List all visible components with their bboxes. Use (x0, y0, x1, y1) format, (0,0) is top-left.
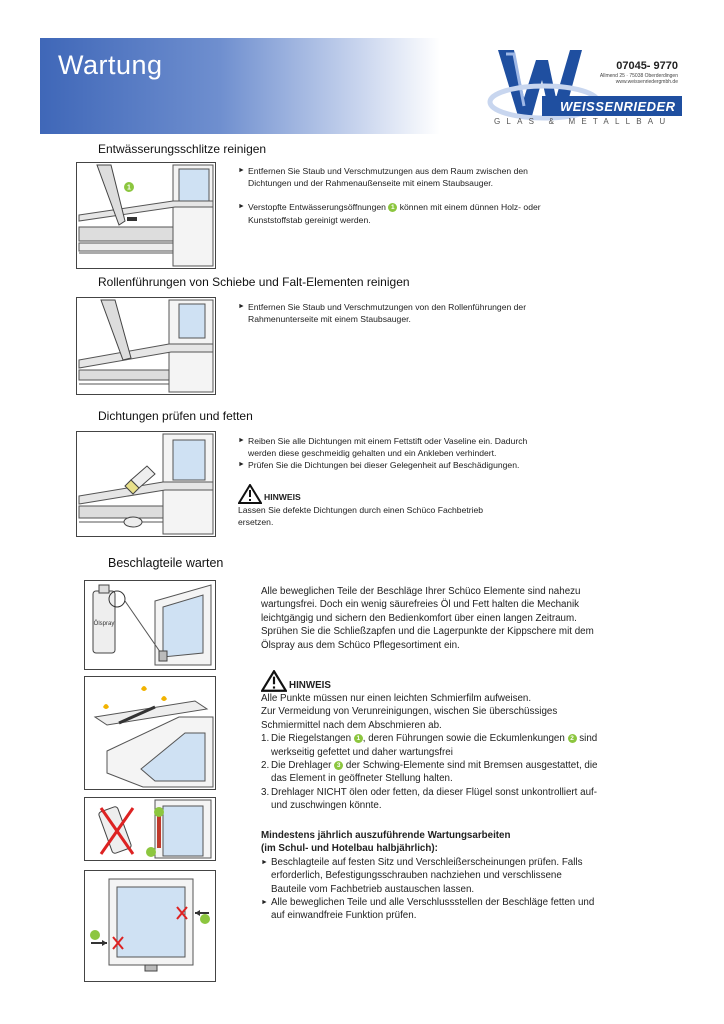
drainage-illustration (76, 162, 216, 269)
hinweis-line-1: Alle Punkte müssen nur einen leichten Schmierfilm aufweisen. (261, 693, 532, 704)
callout-1-label: 1 (127, 184, 131, 192)
item-number: 2. (261, 760, 270, 772)
company-address (555, 73, 678, 85)
section-heading-drainage: Entwässerungsschlitze reinigen (98, 142, 267, 156)
text-run: Die Riegelstangen (271, 733, 354, 745)
bullet-text: Entfernen Sie Staub und Verschmutzungen aus dem Raum zwischen den Dichtungen und der Rahmenaußenseite mit einem Staubsauger. (248, 166, 528, 189)
green-marker-3: 3 (334, 761, 343, 770)
warning-triangle-icon (238, 484, 262, 504)
yearly-title: Mindestens jährlich auszuführende Wartungsarbeiten (261, 830, 511, 841)
roller-text (238, 301, 548, 325)
text-run: Die Drehlager (271, 760, 335, 772)
bullet-item (238, 165, 558, 189)
numbered-item-1 (261, 732, 599, 759)
fittings-hinweis (261, 670, 599, 813)
no-oil-illustration (84, 797, 216, 861)
drainage-text (238, 165, 558, 226)
hinweis-text: Lassen Sie defekte Dichtungen durch einen Schüco Fachbetrieb ersetzen. (238, 504, 484, 527)
bullet-arrow-icon: ► (238, 437, 245, 444)
bullet-item (238, 435, 543, 459)
tilt-hinge-illustration (84, 676, 216, 790)
bullet-text: Alle beweglichen Teile und alle Verschlussstellen der Beschläge fetten und auf einwandfreie Funktion prüfen. (271, 897, 595, 922)
bullet-text: Entfernen Sie Staub und Verschmutzungen von den Rollenführungen der Rahmenunterseite mit einem Staubsauger. (248, 302, 527, 325)
bullet-arrow-icon: ► (238, 461, 245, 469)
numbered-item-2 (261, 759, 599, 786)
text-run: können mit einem dünnen Holz- oder Kunststoffstab gereinigt werden. (248, 202, 541, 225)
text-run: , deren Führungen sowie die Eckumlenkungen (362, 733, 568, 745)
green-marker-1: 1 (354, 734, 363, 743)
bullet-arrow-icon: ► (238, 203, 245, 211)
text-run: sind werkseitig gefettet und daher wartungsfrei (271, 733, 598, 758)
bullet-item (238, 459, 543, 471)
bullet-text: Beschlagteile auf festen Sitz und Verschleißerscheinungen prüfen. Falls erforderlich, Befestigungsschrauben nachziehen und verschlissene Bauteile vom Fachbetrieb austauschen lassen. (271, 856, 583, 895)
section-heading-seals: Dichtungen prüfen und fetten (98, 409, 253, 423)
green-marker-1: 1 (388, 203, 397, 212)
fittings-intro: Alle beweglichen Teile der Beschläge Ihrer Schüco Elemente sind nahezu wartungsfrei. Doch ein wenig säurefreies Öl und Fett halten die Mechanik leichtgängig und sichern den Bedienkomfort über einen langen Zeitraum. Sprühen Sie die Schließzapfen und die Lagerpunkte der Kippschere mit dem Ölspray aus dem Schüco Pflegesortiment ein. (261, 586, 594, 651)
hinweis-block (238, 484, 543, 504)
text-run: Verstopfte Entwässerungsöffnungen (248, 202, 389, 213)
phone-number: 07045- 9770 (616, 60, 678, 72)
yearly-subtitle: (im Schul- und Hotelbau halbjährlich): (261, 843, 438, 855)
bullet-item (261, 896, 599, 923)
hinweis-block (261, 670, 599, 692)
item-text (271, 759, 599, 786)
roller-guide-illustration (76, 297, 216, 395)
warning-triangle-icon (261, 670, 287, 692)
section-heading-fittings: Beschlagteile warten (108, 556, 224, 570)
item-text: Drehlager NICHT ölen oder fetten, da dieser Flügel sonst unkontrolliert auf- und zuschwingen könnte. (271, 786, 598, 812)
hinweis-label: HINWEIS (289, 679, 331, 691)
bullet-item (238, 201, 558, 225)
bullet-text (248, 201, 558, 225)
website-line: www.weissenriedergmbh.de (615, 79, 678, 85)
bullet-text: Prüfen Sie die Dichtungen bei dieser Gelegenheit auf Beschädigungen. (248, 460, 520, 471)
brand-subtitle: GLAS & METALLBAU (494, 117, 672, 126)
hinweis-label: HINWEIS (264, 492, 301, 503)
seals-text (238, 435, 543, 528)
bullet-arrow-icon: ► (261, 858, 268, 866)
item-number: 1. (261, 733, 270, 745)
page-title: Wartung (58, 50, 163, 80)
yearly-maintenance (261, 829, 599, 923)
hinweis-line-2: Zur Vermeidung von Verunreinigungen, wischen Sie überschüssiges Schmiermittel nach dem Abschmieren ab. (261, 706, 558, 731)
oil-spray-illustration (84, 580, 216, 670)
address-line: Allmend 25 · 75038 Oberderdingen (599, 73, 678, 79)
bullet-arrow-icon: ► (238, 167, 245, 174)
section-heading-rollers: Rollenführungen von Schiebe und Falt-Elementen reinigen (98, 275, 410, 289)
spray-can-label: Ölspray (93, 621, 115, 627)
bullet-arrow-icon: ► (238, 303, 245, 310)
brand-name: WEISSENRIEDER (560, 99, 676, 114)
bullet-arrow-icon: ► (261, 899, 268, 907)
bullet-text: Reiben Sie alle Dichtungen mit einem Fettstift oder Vaseline ein. Dadurch werden diese geschmeidig gehalten und ein Ankleben verhindert. (248, 436, 528, 459)
bullet-item (261, 856, 599, 896)
numbered-item-3 (261, 786, 599, 813)
pivot-window-illustration (84, 870, 216, 982)
item-number: 3. (261, 786, 270, 798)
item-text (271, 732, 599, 759)
text-run: der Schwing-Elemente sind mit Bremsen ausgestattet, die das Element in geöffneter Stellung halten. (271, 760, 598, 785)
seal-grease-illustration (76, 431, 216, 537)
green-marker-2: 2 (568, 734, 577, 743)
bullet-item (238, 301, 548, 325)
